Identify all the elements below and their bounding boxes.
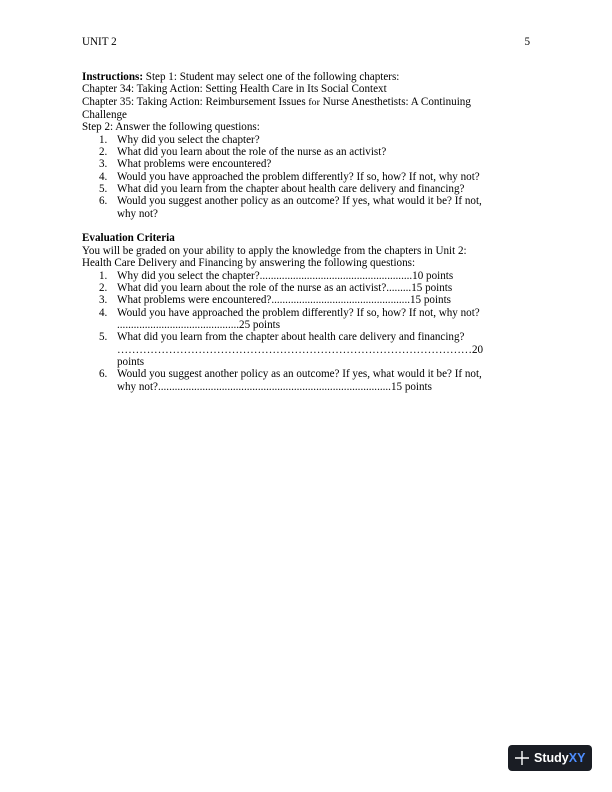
step2-text: Step 2: Answer the following questions: [82,121,260,134]
question-item: 4. Would you have approached the problem differently? If so, how? If not, why not? [99,170,480,183]
page-header [82,36,530,50]
brand-name: StudyXY [534,750,586,765]
evaluation-intro: You will be graded on your ability to apply the knowledge from the chapters in Unit 2: [82,244,467,257]
question-item: 1. Why did you select the chapter? [99,133,260,146]
criteria-item: 5. What did you learn from the chapter about health care delivery and financing? ……………………………………………………………………………………20 points [99,331,484,368]
criteria-item: 3. What problems were encountered?..................................................15 points [99,294,451,307]
criteria-item: 1. Why did you select the chapter?.......................................................10 points [99,269,454,282]
plus-icon [515,751,529,765]
page-number: 5 [524,36,530,48]
studyxy-badge[interactable] [508,745,592,771]
question-list [82,134,530,220]
question-item: 3. What problems were encountered? [99,158,272,171]
instructions-line [82,71,530,83]
instructions-label: Instructions: [82,71,144,83]
question-item: 2. What did you learn about the role of the nurse as an activist? [99,146,387,159]
criteria-item: 4. Would you have approached the problem differently? If so, how? If not, why not? ............................................25 points [99,306,480,331]
chapter-35-continued: Challenge [82,109,127,122]
evaluation-intro-continued: Health Care Delivery and Financing by answering the following questions: [82,257,416,270]
step1-text: Step 1: Student may select one of the following chapters: [143,71,400,83]
criteria-list [82,270,530,393]
chapter-34: Chapter 34: Taking Action: Setting Health Care in Its Social Context [82,83,387,96]
question-item: 6. Would you suggest another policy as an outcome? If yes, what would it be? If not, why not? [99,195,482,220]
question-item: 5. What did you learn from the chapter about health care delivery and financing? [99,183,465,196]
criteria-item: 2. What did you learn about the role of the nurse as an activist?.........15 points [99,281,453,294]
criteria-item: 6. Would you suggest another policy as an outcome? If yes, what would it be? If not, why not?....................................................................................15 points [99,368,482,393]
header-unit: UNIT 2 [82,36,117,48]
chapter-35: Chapter 35: Taking Action: Reimbursement Issues for Nurse Anesthetists: A Continuing [82,95,471,108]
evaluation-title: Evaluation Criteria [82,232,175,245]
document-body [82,71,530,393]
